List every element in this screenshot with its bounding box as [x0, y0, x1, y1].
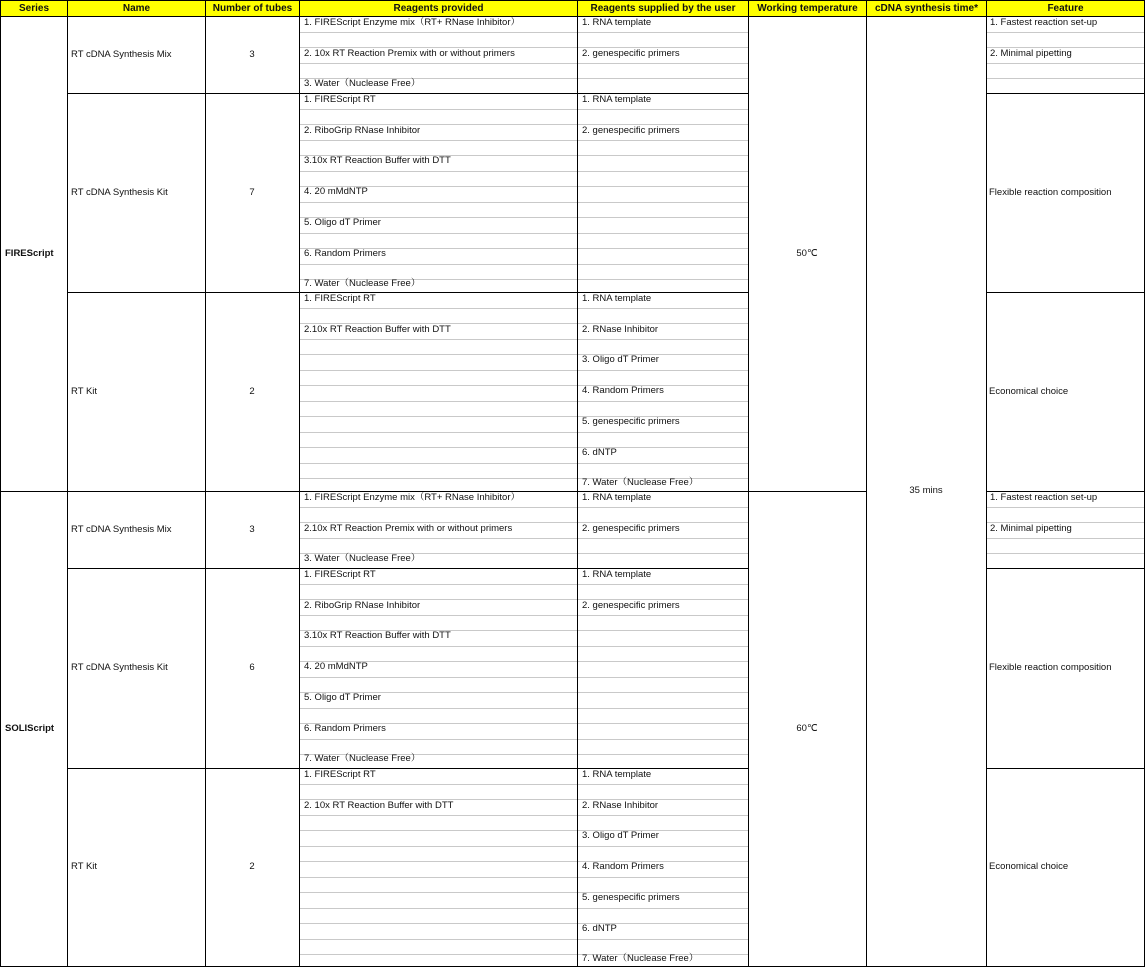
tube-count: 6	[249, 662, 255, 673]
product-name: RT cDNA Synthesis Kit	[71, 662, 168, 673]
reagent-provided-item: 5. Oligo dT Primer	[304, 216, 381, 228]
sub-row-line	[299, 432, 749, 433]
user-reagent-item: 7. Water（Nuclease Free）	[582, 477, 699, 489]
sub-row-line	[299, 202, 749, 203]
sub-row-line	[299, 784, 749, 785]
user-reagent-item: 2. genespecific primers	[582, 599, 680, 611]
user-reagent-item: 1. RNA template	[582, 769, 652, 780]
feature-item: Flexible reaction composition	[989, 662, 1112, 673]
feature-item: Economical choice	[989, 385, 1069, 397]
user-reagent-item: 1. RNA template	[582, 569, 652, 580]
user-reagent-item: 4. Random Primers	[582, 385, 664, 397]
product-divider	[67, 93, 749, 94]
synthesis-time: 35 mins	[909, 485, 943, 496]
reagent-provided-item: 3. Water（Nuclease Free）	[304, 78, 421, 90]
series-name: SOLIScript	[5, 722, 55, 734]
series-name: FIREScript	[5, 247, 54, 259]
user-reagent-item: 2. genespecific primers	[582, 47, 680, 59]
reagent-provided-item: 3. Water（Nuclease Free）	[304, 553, 421, 565]
user-reagent-item: 2. genespecific primers	[582, 124, 680, 136]
sub-row-line	[299, 538, 749, 539]
tube-count: 2	[249, 861, 255, 872]
product-name: RT cDNA Synthesis Mix	[71, 48, 172, 60]
reagent-provided-item: 1. FIREScript RT	[304, 293, 376, 304]
column-border	[577, 0, 578, 966]
sub-row-line	[299, 339, 749, 340]
product-divider	[67, 292, 749, 293]
user-reagent-item: 3. Oligo dT Primer	[582, 830, 659, 842]
product-name: RT cDNA Synthesis Mix	[71, 523, 172, 535]
product-divider	[67, 768, 749, 769]
reagent-provided-item: 6. Random Primers	[304, 247, 386, 259]
sub-row-line	[299, 939, 749, 940]
column-header: Working temperature	[749, 1, 866, 16]
user-reagent-item: 3. Oligo dT Primer	[582, 354, 659, 366]
reagent-provided-item: 5. Oligo dT Primer	[304, 691, 381, 703]
reagent-provided-item: 7. Water（Nuclease Free）	[304, 753, 421, 765]
user-reagent-item: 1. RNA template	[582, 492, 652, 503]
header-border	[0, 16, 1145, 17]
feature-item: 2. Minimal pipetting	[990, 47, 1072, 59]
sub-row-line	[299, 861, 749, 862]
sub-row-line	[986, 507, 1145, 508]
table-border	[0, 966, 1145, 967]
sub-row-line	[299, 370, 749, 371]
product-divider	[67, 568, 749, 569]
sub-row-line	[299, 171, 749, 172]
sub-row-line	[299, 892, 749, 893]
reagent-provided-item: 1. FIREScript Enzyme mix（RT+ RNase Inhibitor）	[304, 17, 521, 28]
column-header: Series	[1, 1, 67, 16]
feature-item: Economical choice	[989, 861, 1069, 872]
sub-row-line	[299, 739, 749, 740]
sub-row-line	[299, 447, 749, 448]
column-header: Reagents provided	[300, 1, 577, 16]
reagent-provided-item: 7. Water（Nuclease Free）	[304, 278, 421, 290]
sub-row-line	[299, 463, 749, 464]
column-header: Reagents supplied by the user	[578, 1, 748, 16]
sub-row-line	[299, 677, 749, 678]
sub-row-line	[299, 877, 749, 878]
reagent-provided-item: 2.10x RT Reaction Premix with or without primers	[304, 522, 513, 534]
column-border	[866, 0, 867, 966]
product-divider	[986, 568, 1145, 569]
working-temperature: 60℃	[796, 722, 818, 734]
feature-item: 1. Fastest reaction set-up	[990, 492, 1098, 503]
sub-row-line	[299, 308, 749, 309]
column-header: Name	[68, 1, 205, 16]
user-reagent-item: 6. dNTP	[582, 446, 617, 458]
table-border	[0, 0, 1145, 1]
column-border	[986, 0, 987, 966]
feature-item: 2. Minimal pipetting	[990, 522, 1072, 534]
product-name: RT cDNA Synthesis Kit	[71, 186, 168, 198]
sub-row-line	[299, 32, 749, 33]
sub-row-line	[299, 233, 749, 234]
reagent-provided-item: 2. 10x RT Reaction Buffer with DTT	[304, 799, 454, 811]
user-reagent-item: 4. Random Primers	[582, 861, 664, 873]
reagent-provided-item: 2. RiboGrip RNase Inhibitor	[304, 599, 421, 611]
sub-row-line	[299, 63, 749, 64]
product-divider	[986, 292, 1145, 293]
reagent-provided-item: 4. 20 mMdNTP	[304, 186, 368, 198]
sub-row-line	[299, 615, 749, 616]
sub-row-line	[299, 264, 749, 265]
product-name: RT Kit	[71, 861, 98, 872]
user-reagent-item: 6. dNTP	[582, 922, 617, 934]
sub-row-line	[299, 385, 749, 386]
reagent-provided-item: 6. Random Primers	[304, 722, 386, 734]
column-header: Number of tubes	[206, 1, 299, 16]
reagent-provided-item: 3.10x RT Reaction Buffer with DTT	[304, 630, 451, 642]
column-border	[67, 0, 68, 966]
reagent-provided-item: 2. 10x RT Reaction Premix with or without primers	[304, 47, 515, 59]
sub-row-line	[299, 646, 749, 647]
reagent-provided-item: 1. FIREScript Enzyme mix（RT+ RNase Inhibitor）	[304, 492, 521, 503]
sub-row-line	[299, 708, 749, 709]
sub-row-line	[986, 32, 1145, 33]
reagent-provided-item: 1. FIREScript RT	[304, 569, 376, 580]
feature-item: 1. Fastest reaction set-up	[990, 17, 1098, 28]
user-reagent-item: 2. genespecific primers	[582, 522, 680, 534]
column-header: cDNA synthesis time*	[867, 1, 986, 16]
sub-row-line	[299, 109, 749, 110]
series-divider	[0, 491, 867, 492]
sub-row-line	[299, 846, 749, 847]
reagent-provided-item: 4. 20 mMdNTP	[304, 661, 368, 673]
column-border	[0, 0, 1, 966]
reagent-provided-item: 2. RiboGrip RNase Inhibitor	[304, 124, 421, 136]
product-name: RT Kit	[71, 385, 98, 397]
tube-count: 3	[249, 48, 255, 60]
sub-row-line	[299, 140, 749, 141]
user-reagent-item: 1. RNA template	[582, 94, 652, 105]
user-reagent-item: 2. RNase Inhibitor	[582, 799, 659, 811]
sub-row-line	[986, 63, 1145, 64]
reagent-provided-item: 3.10x RT Reaction Buffer with DTT	[304, 155, 451, 167]
user-reagent-item: 1. RNA template	[582, 293, 652, 304]
tube-count: 3	[249, 523, 255, 535]
sub-row-line	[299, 908, 749, 909]
column-border	[299, 0, 300, 966]
sub-row-line	[299, 923, 749, 924]
sub-row-line	[299, 815, 749, 816]
sub-row-line	[986, 538, 1145, 539]
sub-row-line	[986, 78, 1145, 79]
sub-row-line	[299, 401, 749, 402]
user-reagent-item: 2. RNase Inhibitor	[582, 323, 659, 335]
user-reagent-item: 7. Water（Nuclease Free）	[582, 953, 699, 965]
sub-row-line	[299, 830, 749, 831]
reagent-provided-item: 1. FIREScript RT	[304, 769, 376, 780]
feature-item: Flexible reaction composition	[989, 186, 1112, 198]
sub-row-line	[986, 553, 1145, 554]
tube-count: 2	[249, 385, 255, 397]
column-header: Feature	[987, 1, 1144, 16]
user-reagent-item: 5. genespecific primers	[582, 415, 680, 427]
sub-row-line	[299, 507, 749, 508]
product-divider	[986, 768, 1145, 769]
working-temperature: 50℃	[796, 247, 818, 259]
user-reagent-item: 1. RNA template	[582, 17, 652, 28]
reagent-provided-item: 1. FIREScript RT	[304, 94, 376, 105]
reagent-provided-item: 2.10x RT Reaction Buffer with DTT	[304, 323, 451, 335]
column-border	[748, 0, 749, 966]
tube-count: 7	[249, 186, 255, 198]
user-reagent-item: 5. genespecific primers	[582, 891, 680, 903]
sub-row-line	[299, 354, 749, 355]
product-divider	[986, 93, 1145, 94]
sub-row-line	[299, 584, 749, 585]
series-divider	[986, 491, 1145, 492]
sub-row-line	[299, 416, 749, 417]
column-border	[205, 0, 206, 966]
